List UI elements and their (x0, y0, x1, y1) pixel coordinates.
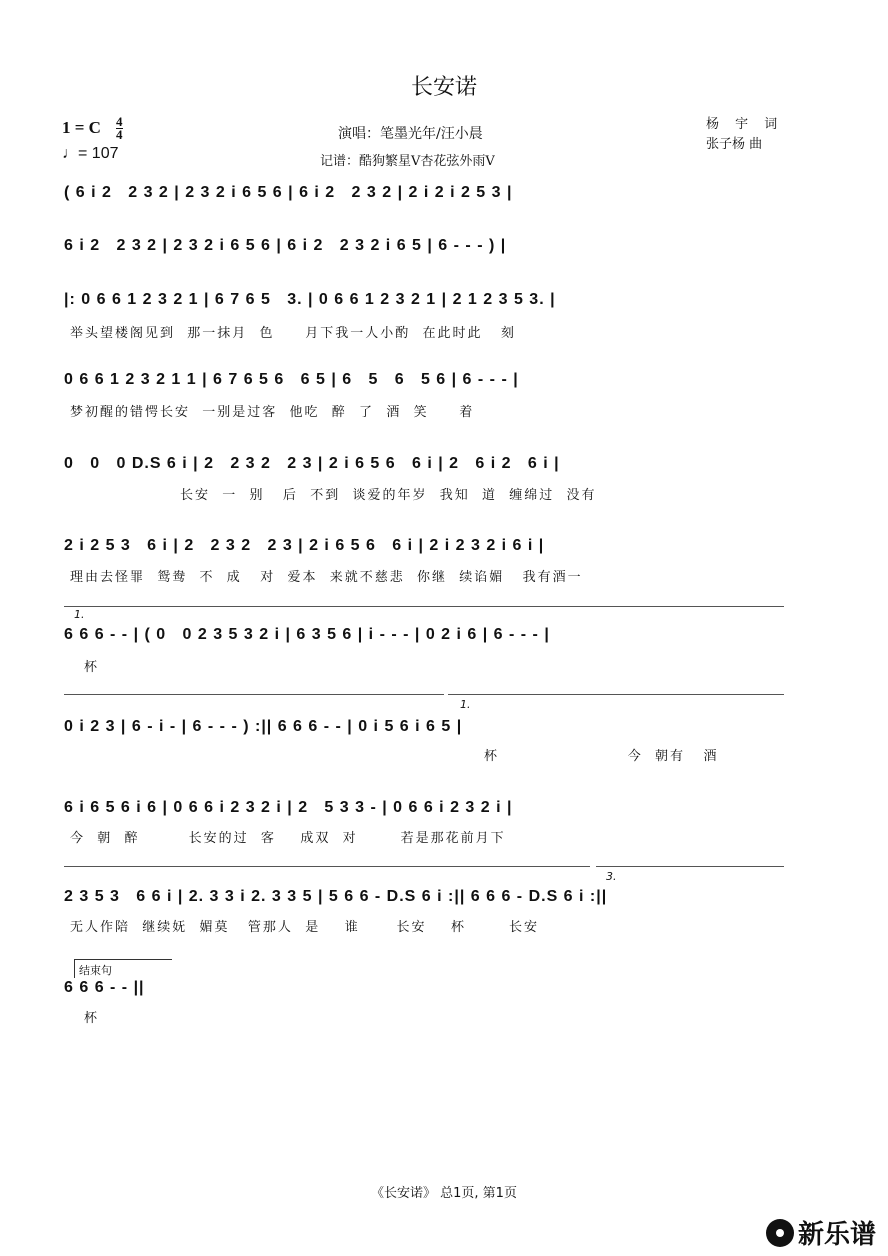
volta-mark-1: 1. (74, 608, 85, 621)
composer-credit: 张子杨 曲 (706, 137, 763, 152)
time-signature-top: 4 (116, 114, 123, 129)
lyrics-line-3: 举头望楼阁见到 那一抹月 色 月下我一人小酌 在此时此 刻 (70, 326, 516, 341)
lyrics-line-4: 梦初醒的错愕长安 一别是过客 他吃 醉 了 酒 笑 着 (70, 405, 475, 420)
key-signature: 1 = C (62, 118, 101, 137)
lyrics-line-5: 长安 一 别 后 不到 谈爱的年岁 我知 道 缠绵过 没有 (180, 488, 597, 503)
score-system-5: 0 0 0 D.S 6 i | 2 2 3 2 2 3 | 2 i 6 5 6 6 i | 2 6 i 2 6 i | (64, 455, 560, 472)
logo-text: 新乐谱 (797, 1220, 876, 1250)
score-system-9: 6 i 6 5 6 i 6 | 0 6 6 i 2 3 2 i | 2 5 3 3 - | 0 6 6 i 2 3 2 i | (64, 799, 513, 816)
score-system-2: 6 i 2 2 3 2 | 2 3 2 i 6 5 6 | 6 i 2 2 3 2 i 6 5 | 6 - - - ) | (64, 237, 507, 254)
lyrics-line-7: 杯 (84, 660, 100, 675)
lyrics-line-10: 无人作陪 继续妩 媚莫 管那人 是 谁 长安 杯 长安 (70, 920, 539, 935)
score-system-4: 0 6 6 1 2 3 2 1 1 | 6 7 6 5 6 6 5 | 6 5 6 5 6 | 6 - - - | (64, 371, 519, 388)
song-title: 长安诺 (410, 75, 477, 100)
score-system-11: 6 6 6 - - || (64, 979, 145, 996)
volta-bracket-line-2 (64, 694, 444, 695)
volta-mark-2: 1. (460, 698, 471, 711)
lyricist-credit: 杨 宇 词 (706, 117, 784, 132)
singer-credit: 演唱：笔墨光年/汪小晨 (338, 126, 483, 142)
time-signature-bottom: 4 (116, 127, 123, 142)
end-section-tag: 结束句 (74, 959, 172, 978)
time-signature (116, 116, 123, 141)
volta-bracket-line-4 (64, 866, 590, 867)
score-system-6: 2 i 2 5 3 6 i | 2 2 3 2 2 3 | 2 i 6 5 6 6 i | 2 i 2 3 2 i 6 i | (64, 537, 545, 554)
score-system-8: 0 i 2 3 | 6 - i - | 6 - - - ) :|| 6 6 6 - - | 0 i 5 6 i 6 5 | (64, 718, 463, 735)
score-system-7: 6 6 6 - - | ( 0 0 2 3 5 3 2 i | 6 3 5 6 | i - - - | 0 2 i 6 | 6 - - - | (64, 626, 550, 643)
volta-bracket-line (64, 606, 784, 607)
lyrics-line-9: 今 朝 醉 长安的过 客 成双 对 若是那花前月下 (70, 831, 506, 846)
site-logo (766, 1214, 876, 1251)
volta-bracket-line-3 (448, 694, 784, 695)
record-disc-icon (766, 1219, 794, 1247)
volta-mark-3: 3. (606, 870, 617, 883)
tempo-marking: ♩= 107 (62, 145, 119, 162)
score-system-1: ( 6 i 2 2 3 2 | 2 3 2 i 6 5 6 | 6 i 2 2 3 2 | 2 i 2 i 2 5 3 | (64, 184, 513, 201)
score-system-3: |: 0 6 6 1 2 3 2 1 | 6 7 6 5 3. | 0 6 6 1 2 3 2 1 | 2 1 2 3 5 3. | (64, 291, 556, 308)
lyrics-line-8: 杯 今 朝有 酒 (484, 749, 719, 764)
lyrics-line-11: 杯 (84, 1011, 100, 1026)
lyrics-line-6: 理由去怪罪 鸳鸯 不 成 对 爱本 来就不慈悲 你继 续谄媚 我有酒一 (70, 570, 583, 585)
score-system-10: 2 3 5 3 6 6 i | 2. 3 3 i 2. 3 3 5 | 5 6 6 - D.S 6 i :|| 6 6 6 - D.S 6 i :|| (64, 888, 608, 905)
page-footer: 《长安诺》 总1页, 第1页 (371, 1186, 517, 1201)
transcriber-credit: 记谱：酷狗繁星V杏花弦外雨V (320, 154, 495, 169)
volta-bracket-line-5 (596, 866, 784, 867)
